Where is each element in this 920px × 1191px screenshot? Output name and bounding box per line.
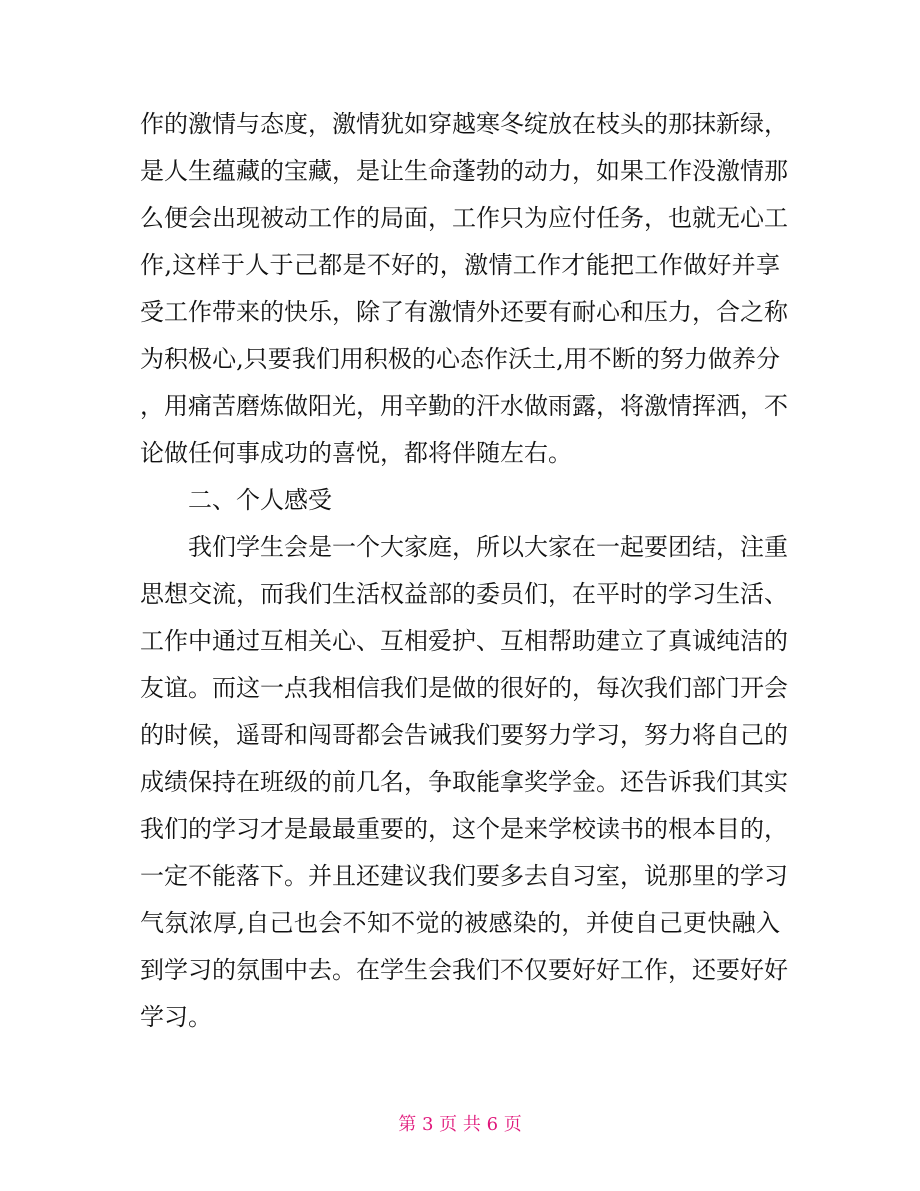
paragraph-line: 成绩保持在班级的前几名，争取能拿奖学金。还告诉我们其实 — [140, 768, 788, 796]
paragraph-line: 思想交流，而我们生活权益部的委员们，在平时的学习生活、 — [140, 580, 788, 608]
paragraph-line: 为积极心,只要我们用积极的心态作沃土,用不断的努力做养分 — [140, 345, 780, 373]
paragraph-line: 受工作带来的快乐，除了有激情外还要有耐心和压力，合之称 — [140, 298, 788, 326]
paragraph-line: 我们学生会是一个大家庭，所以大家在一起要团结，注重 — [188, 533, 788, 561]
paragraph-line: ，用痛苦磨炼做阳光，用辛勤的汗水做雨露，将激情挥洒，不 — [140, 392, 788, 420]
paragraph-line: 么便会出现被动工作的局面，工作只为应付任务，也就无心工 — [140, 204, 788, 232]
paragraph-line: 学习。 — [140, 1003, 212, 1031]
paragraph-line: 论做任何事成功的喜悦，都将伴随左右。 — [140, 439, 572, 467]
paragraph-line: 友谊。而这一点我相信我们是做的很好的，每次我们部门开会 — [140, 674, 788, 702]
paragraph-line: 到学习的氛围中去。在学生会我们不仅要好好工作，还要好好 — [140, 956, 788, 984]
paragraph-line: 的时候，遥哥和闯哥都会告诫我们要努力学习，努力将自己的 — [140, 721, 788, 749]
section-heading: 二、个人感受 — [188, 486, 332, 514]
paragraph-line: 作的激情与态度，激情犹如穿越寒冬绽放在枝头的那抹新绿， — [140, 110, 788, 138]
paragraph-line: 作,这样于人于己都是不好的，激情工作才能把工作做好并享 — [140, 251, 780, 279]
paragraph-line: 一定不能落下。并且还建议我们要多去自习室，说那里的学习 — [140, 862, 788, 890]
paragraph-line: 气氛浓厚,自己也会不知不觉的被感染的，并使自己更快融入 — [140, 909, 780, 937]
paragraph-line: 工作中通过互相关心、互相爱护、互相帮助建立了真诚纯洁的 — [140, 627, 788, 655]
page-number-footer: 第 3 页 共 6 页 — [398, 1114, 522, 1135]
paragraph-line: 我们的学习才是最最重要的，这个是来学校读书的根本目的， — [140, 815, 788, 843]
paragraph-line: 是人生蕴藏的宝藏，是让生命蓬勃的动力，如果工作没激情那 — [140, 157, 788, 185]
